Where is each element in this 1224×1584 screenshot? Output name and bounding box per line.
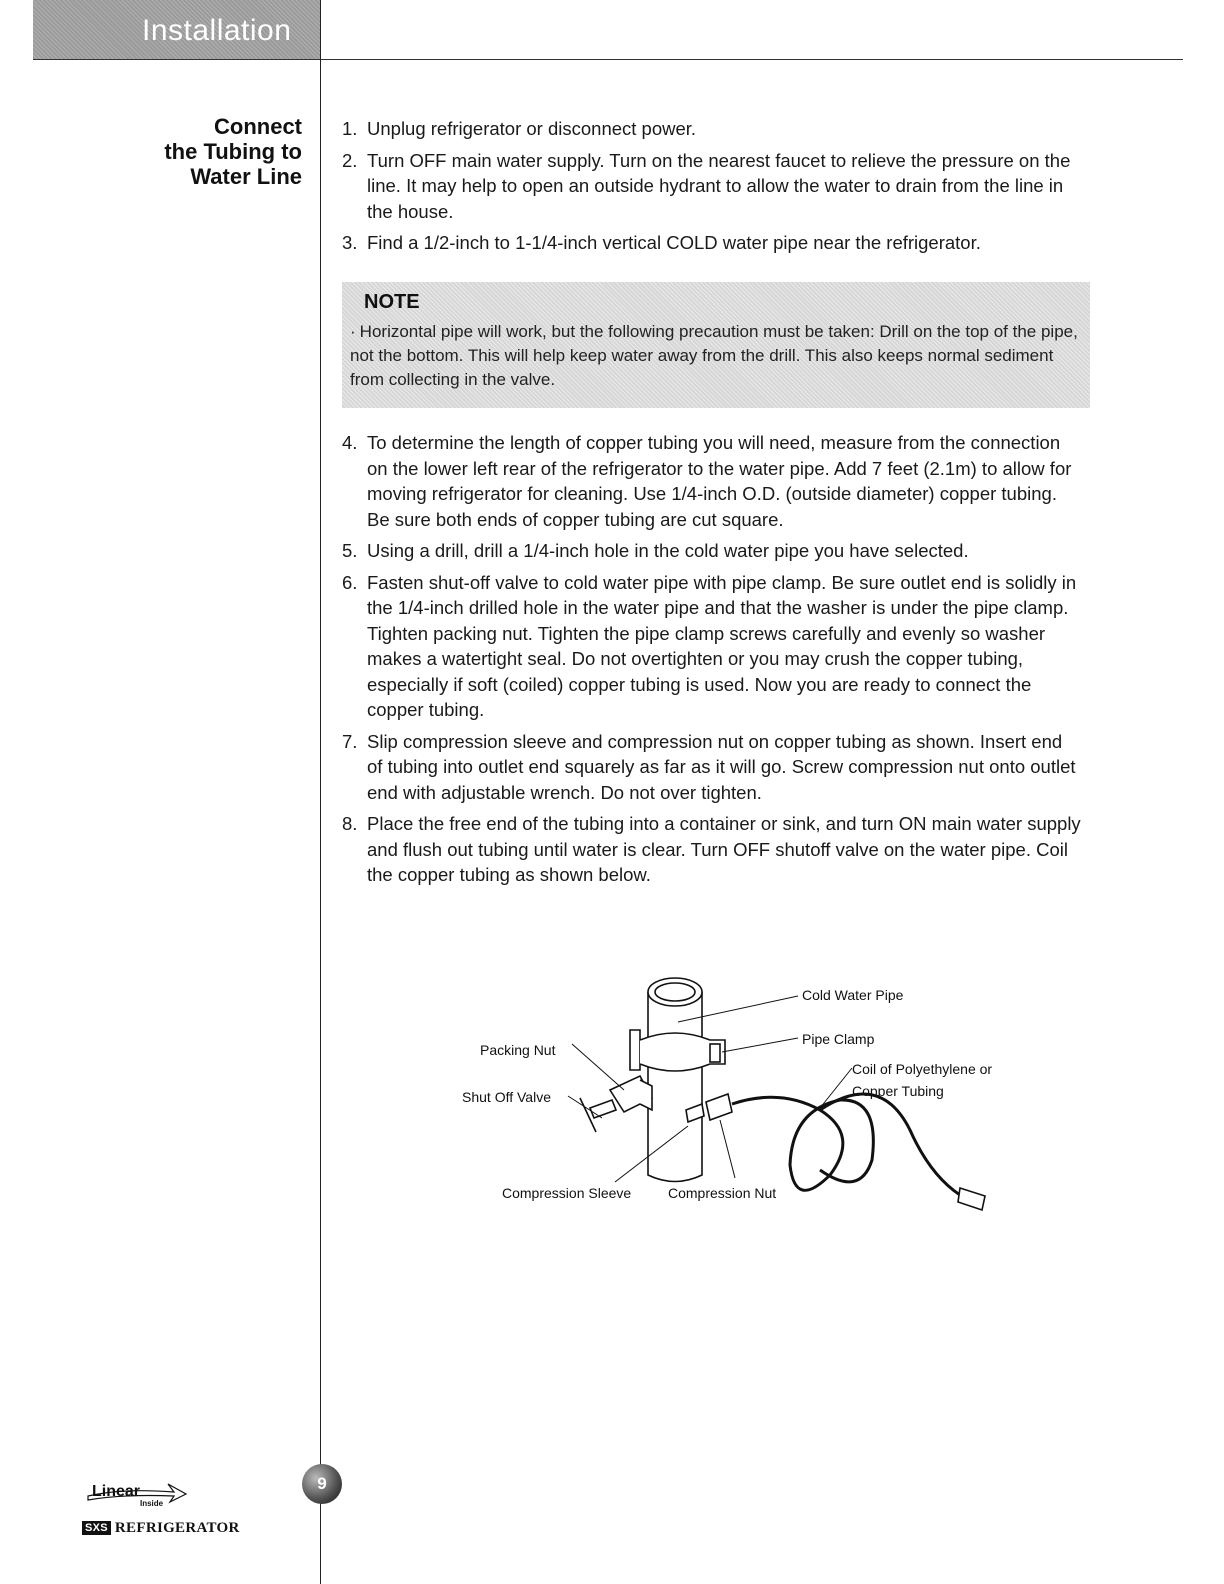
note-bullet: · — [350, 322, 356, 341]
step-item — [342, 811, 1082, 888]
step-number: 5. — [342, 540, 358, 561]
cold-water-pipe-shape — [648, 992, 702, 1182]
brand-product: REFRIGERATOR — [114, 1520, 240, 1536]
step-item — [342, 230, 1082, 256]
note-title: NOTE — [364, 291, 420, 313]
label-shut-off-valve: Shut Off Valve — [462, 1089, 551, 1105]
brand-logo-text: Linear — [92, 1483, 141, 1500]
label-cold-water-pipe: Cold Water Pipe — [802, 987, 904, 1003]
step-number: 2. — [342, 149, 358, 171]
section-title-line: the Tubing to — [164, 139, 302, 164]
step-text: Find a 1/2-inch to 1-1/4-inch vertical COLD water pipe near the refrigerator. — [367, 232, 981, 253]
vertical-rule — [320, 0, 321, 1584]
label-compression-nut: Compression Nut — [668, 1185, 777, 1201]
note-text — [350, 320, 1080, 392]
brand-logo — [82, 1470, 192, 1510]
step-item — [342, 729, 1082, 806]
note-box — [342, 282, 1090, 408]
step-number: 4. — [342, 432, 358, 453]
section-title-line: Water Line — [190, 164, 302, 189]
step-item — [342, 430, 1082, 532]
step-item — [342, 116, 1082, 142]
page-number-badge: 9 — [302, 1464, 342, 1504]
tubing-end-fitting — [958, 1188, 985, 1210]
copper-tubing-coil — [732, 1097, 873, 1190]
step-text: Turn OFF main water supply. Turn on the nearest faucet to relieve the pressure on the line. It may help to open an outside hydrant to allow the water to drain from the line in the house. — [367, 149, 1071, 222]
section-title — [110, 114, 302, 189]
label-coil-line2: Copper Tubing — [852, 1083, 944, 1099]
step-number: 1. — [342, 118, 358, 139]
header-rule — [33, 59, 1183, 60]
label-packing-nut: Packing Nut — [480, 1042, 556, 1058]
label-compression-sleeve: Compression Sleeve — [502, 1185, 632, 1201]
step-text: Fasten shut-off valve to cold water pipe with pipe clamp. Be sure outlet end is solidly in the 1/4-inch drilled hole in the water pipe and that the washer is under the pipe clamp. Tighten packing nut. Tighten the pipe clamp screws carefully and evenly so washer makes a watertight seal. Do not overtighten or you may crush the copper tubing, especially if soft (coiled) copper tubing is used. Now you are ready to connect the copper tubing. — [367, 571, 1077, 720]
brand-logo-sub: Inside — [140, 1499, 164, 1508]
step-text: Unplug refrigerator or disconnect power. — [367, 118, 697, 139]
label-pipe-clamp: Pipe Clamp — [802, 1031, 875, 1047]
step-number: 7. — [342, 730, 358, 752]
brand-product-line — [82, 1520, 240, 1537]
steps-list-part2 — [342, 430, 1082, 894]
pipe-clamp-shape — [630, 1030, 640, 1070]
step-number: 8. — [342, 813, 358, 834]
note-body: Horizontal pipe will work, but the following precaution must be taken: Drill on the top of the pipe, not the bottom. This will help keep water away from the drill. This also keeps normal sediment from collecting in the valve. — [350, 322, 1078, 389]
brand-box: SXS — [82, 1521, 111, 1535]
step-number: 6. — [342, 571, 358, 593]
water-line-diagram — [440, 960, 1040, 1220]
section-title-line: Connect — [214, 114, 302, 139]
step-text: To determine the length of copper tubing you will need, measure from the connection on the lower left rear of the refrigerator to the water pipe. Add 7 feet (2.1m) to allow for moving refrigerator for cleaning. Use 1/4-inch O.D. (outside diameter) copper tubing. Be sure both ends of copper tubing are cut square. — [367, 432, 1072, 530]
page-title: Installation — [142, 14, 292, 47]
step-number: 3. — [342, 232, 358, 253]
step-item — [342, 538, 1082, 564]
step-item — [342, 148, 1082, 225]
step-text: Using a drill, drill a 1/4-inch hole in the cold water pipe you have selected. — [367, 540, 969, 561]
step-text: Place the free end of the tubing into a container or sink, and turn ON main water supply and flush out tubing until water is clear. Turn OFF shutoff valve on the water pipe. Coil the copper tubing as shown below. — [367, 813, 1081, 885]
label-coil-line1: Coil of Polyethylene or — [852, 1061, 993, 1077]
diagram-illustration — [440, 960, 1040, 1220]
step-text: Slip compression sleeve and compression nut on copper tubing as shown. Insert end of tubing into outlet end squarely as far as it will go. Screw compression nut onto outlet end with adjustable wrench. Do not over tighten. — [367, 730, 1076, 803]
compression-nut-shape — [706, 1094, 732, 1120]
step-item — [342, 570, 1082, 723]
steps-list-part1 — [342, 116, 1082, 262]
